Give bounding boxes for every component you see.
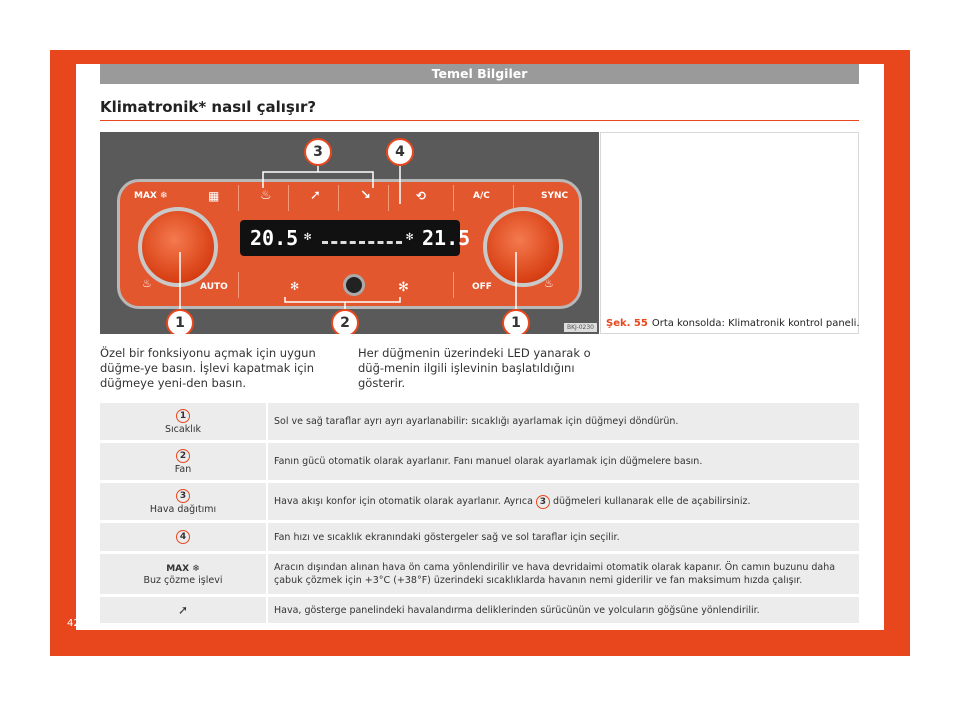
row-text: Fanın gücü otomatik olarak ayarlanır. Fanı manuel olarak ayarlamak için düğmelere basın. bbox=[266, 443, 859, 480]
function-table bbox=[100, 400, 859, 626]
airflow-chest-icon: ➚ bbox=[310, 188, 321, 203]
temp-right: 21.5 bbox=[422, 226, 471, 250]
intro-paragraph-right: Her düğmenin üzerindeki LED yanarak o düğ-menin ilgili işlevinin başlatıldığını gösterir. bbox=[358, 346, 591, 390]
fan-icon: ✻ bbox=[406, 229, 414, 243]
row-text: Hava akışı konfor için otomatik olarak ayarlanır. Ayrıca 3 düğmeleri kullanarak elle de açabilirsiniz. bbox=[266, 483, 859, 520]
title-divider bbox=[100, 120, 859, 121]
callout-1-left: 1 bbox=[166, 309, 194, 334]
max-defrost-icon: MAX ❄ bbox=[166, 563, 200, 574]
off-button: OFF bbox=[472, 282, 492, 292]
figure-caption-text: Orta konsolda: Klimatronik kontrol paneli. bbox=[651, 318, 860, 329]
table-row bbox=[100, 403, 859, 440]
auto-button: AUTO bbox=[200, 282, 228, 292]
caption-box bbox=[600, 132, 859, 334]
table-row bbox=[100, 483, 859, 520]
row-label: Fan bbox=[174, 463, 192, 475]
airflow-chest-icon: ➚ bbox=[177, 603, 189, 617]
fan-down-icon: ✻ bbox=[290, 280, 300, 293]
figure-caption bbox=[606, 318, 860, 329]
table-row bbox=[100, 597, 859, 623]
callout-2: 2 bbox=[331, 309, 359, 334]
number-badge: 3 bbox=[176, 489, 190, 503]
airflow-windshield-icon: ♨ bbox=[260, 188, 272, 203]
callout-3: 3 bbox=[304, 138, 332, 166]
callout-1-right: 1 bbox=[502, 309, 530, 334]
number-badge: 2 bbox=[176, 449, 190, 463]
chapter-header: Temel Bilgiler bbox=[100, 64, 859, 84]
figure-code: BKJ-0230 bbox=[564, 323, 597, 332]
row-label: Sıcaklık bbox=[165, 423, 201, 435]
seat-heat-left-icon: ♨ bbox=[142, 277, 152, 290]
airflow-feet-icon: ↘ bbox=[360, 188, 371, 203]
callout-4: 4 bbox=[386, 138, 414, 166]
recirculation-icon: ⟲ bbox=[416, 189, 427, 203]
table-row bbox=[100, 523, 859, 551]
number-badge: 3 bbox=[536, 495, 550, 509]
page-number: 42 bbox=[67, 618, 80, 629]
row-text: Aracın dışından alınan hava ön cama yönlendirilir ve hava devridaimi otomatik olarak kapanır. Ön camın buzunu daha çabuk çözmek için +3°C (+38°F) üzerindeki sıcaklıklarda havanın nemi giderilir ve fan maksimum hızda çalışır. bbox=[266, 554, 859, 594]
row-label: Buz çözme işlevi bbox=[143, 574, 223, 586]
seat-heat-right-icon: ♨ bbox=[544, 277, 554, 290]
section-title: Klimatronik* nasıl çalışır? bbox=[100, 98, 317, 116]
rear-defrost-icon: ▦ bbox=[208, 189, 220, 203]
temp-left: 20.5 bbox=[250, 226, 299, 250]
callout-lines bbox=[100, 132, 599, 334]
ac-button: A/C bbox=[473, 191, 490, 201]
max-defrost-button: MAX ❄ bbox=[134, 191, 168, 201]
fan-up-icon: ✻ bbox=[398, 280, 409, 295]
row-text: Fan hızı ve sıcaklık ekranındaki göstergeler sağ ve sol taraflar için seçilir. bbox=[266, 523, 859, 551]
sync-button: SYNC bbox=[541, 191, 569, 201]
row-label: Hava dağıtımı bbox=[149, 503, 217, 515]
climatronic-figure bbox=[100, 132, 599, 334]
figure-number: Şek. 55 bbox=[606, 318, 648, 329]
table-row bbox=[100, 443, 859, 480]
intro-paragraph-left: Özel bir fonksiyonu açmak için uygun düğme-ye basın. İşlevi kapatmak için düğmeye yeni-den basın. bbox=[100, 346, 316, 390]
number-badge: 1 bbox=[176, 409, 190, 423]
row-text: Sol ve sağ taraflar ayrı ayrı ayarlanabilir: sıcaklığı ayarlamak için düğmeyi döndürün. bbox=[266, 403, 859, 440]
fan-icon: ✻ bbox=[304, 229, 312, 243]
row-text: Hava, gösterge panelindeki havalandırma deliklerinden sürücünün ve yolcuların göğsüne yönlendirilir. bbox=[266, 597, 859, 623]
table-row bbox=[100, 554, 859, 594]
number-badge: 4 bbox=[176, 530, 190, 544]
